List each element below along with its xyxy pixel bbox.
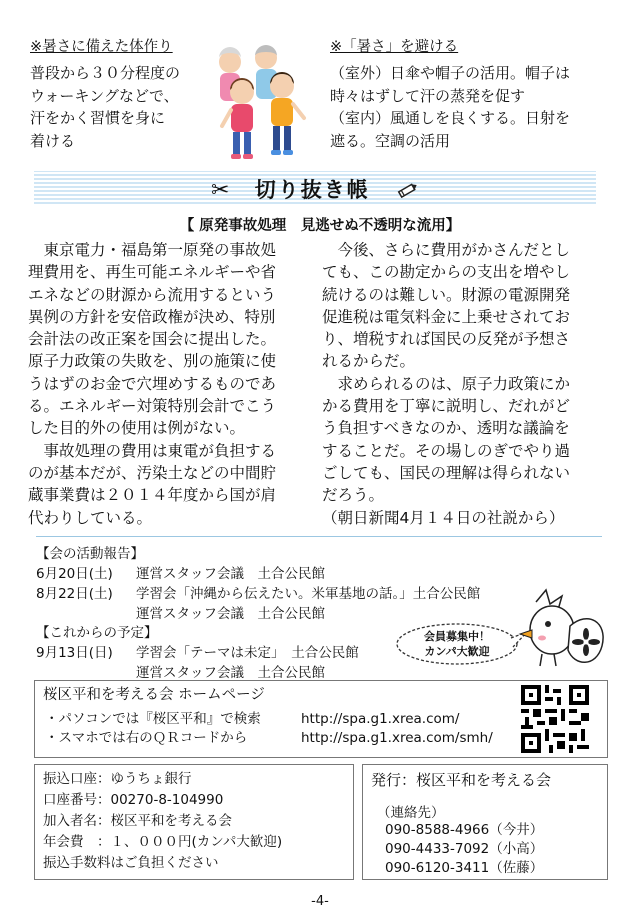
text-line: 今後、さらに費用がかさんだとし: [322, 241, 571, 259]
report-heading: 【会の活動報告】: [36, 546, 144, 562]
contact-item: [385, 859, 543, 878]
text-line: 東京電力・福島第一原発の事故処: [28, 241, 277, 259]
schedule-text: 運営スタッフ会議 土合公民館: [136, 664, 325, 681]
contact-item: [385, 840, 543, 859]
text-line: 原子力政策の失敗を、別の施策に使: [28, 352, 277, 371]
account-line: 振込口座：ゆうちょ銀行: [43, 771, 192, 787]
schedule-date: 9月13日(日): [36, 645, 113, 661]
text-line: ごしても、国民の理解は得られない: [322, 463, 571, 482]
homepage-row: [45, 728, 247, 748]
report-date: 8月22日(土): [36, 585, 113, 602]
schedule-text: 学習会「テーマは未定」 土合公民館: [136, 645, 359, 661]
text-line: 普段から３０分程度の: [30, 64, 181, 82]
text-line: 会計法の改正案を国会に提出した。: [28, 330, 277, 349]
banner-title-row: [34, 174, 596, 204]
text-line: した目的外の使用は例がない。: [28, 419, 246, 438]
text-line: 時々はずして汗の蒸発を促す: [330, 86, 526, 105]
text-line: 促進税は電気料金に上乗せされてお: [322, 307, 571, 326]
publisher-box: [362, 764, 608, 880]
article-column-right: [322, 239, 570, 529]
scissors-icon: ✂: [210, 178, 232, 203]
report-text: 学習会「沖縄から伝えたい。米軍基地の話。」土合公民館: [136, 585, 481, 602]
contact-label: （連絡先）: [377, 805, 445, 821]
page-number: -4-: [311, 894, 329, 909]
article-title: 【 原発事故処理 見逃せぬ不透明な流用】: [179, 218, 461, 234]
text-line: することだ。その場しのぎでやり過: [322, 441, 571, 460]
text-line: だろう。: [322, 486, 385, 505]
section-divider: [36, 536, 602, 537]
homepage-row-label: ・パソコンでは『桜区平和』で検索: [45, 711, 261, 727]
text-line: 求められるのは、原子力政策にか: [322, 374, 571, 393]
text-line: う負担すべきなのか、透明な議論を: [322, 419, 570, 438]
contact-list: [385, 821, 543, 878]
banner-title: 切り抜き帳: [254, 178, 370, 202]
report-text: 運営スタッフ会議 土合公民館: [136, 566, 325, 582]
text-line: 蔵事業費は２０１４年度から国が肩: [28, 486, 277, 505]
contact-name: （今井）: [489, 822, 544, 838]
qr-code-icon[interactable]: [521, 685, 589, 753]
account-box: [34, 764, 354, 880]
account-line: 口座番号：00270-8-104990: [43, 792, 224, 808]
clipping-banner: [34, 171, 596, 204]
text-line: 理費用を、再生可能エネルギーや省: [28, 263, 277, 282]
text-line: （室外）日傘や帽子の活用。帽子は: [330, 64, 571, 82]
homepage-title: 桜区平和を考える会 ホームページ: [43, 687, 265, 703]
homepage-url-smartphone[interactable]: http://spa.g1.xrea.com/smh/: [301, 730, 493, 746]
pencil-icon: [397, 179, 419, 203]
schedule-heading: 【これからの予定】: [36, 625, 158, 641]
text-line: 汗をかく習慣を身に: [30, 109, 166, 127]
contact-phone: 090-4433-7092: [385, 841, 490, 857]
text-line: （室内）風通しを良くする。日射を: [330, 109, 571, 127]
text-line: る。エネルギー対策特別会計でこう: [28, 397, 277, 416]
text-line: 遮る。空調の活用: [330, 131, 451, 150]
homepage-row-label: ・スマホでは右のＱＲコードから: [45, 730, 248, 746]
text-line: り、増税すれば国民の反発が予想さ: [322, 330, 571, 349]
account-line: 振込手数料はご負担ください: [43, 855, 219, 871]
text-line: 着ける: [30, 131, 76, 150]
article-source: （朝日新聞4月１４日の社説から）: [322, 508, 565, 527]
contact-name: （小高）: [489, 841, 544, 857]
avoid-heat-heading: ※「暑さ」を避ける: [330, 39, 459, 55]
heat-prep-text: [30, 62, 180, 152]
text-line: 異例の方針を安倍政権が決め、特別: [28, 307, 276, 326]
recruit-bubble-text: [397, 629, 517, 659]
text-line: 事故処理の費用は東電が負担する: [28, 441, 277, 460]
text-line: エネなどの財源から流用するという: [28, 285, 277, 304]
list-item: [36, 565, 606, 585]
homepage-box: [34, 680, 608, 758]
bubble-line: カンパ大歓迎: [424, 645, 490, 658]
heat-prep-heading: ※暑さに備えた体作り: [30, 39, 173, 55]
account-line: 加入者名：桜区平和を考える会: [43, 813, 232, 829]
text-line: かる費用を丁寧に説明し、だれがど: [322, 397, 571, 416]
walking-people-illustration: [200, 40, 312, 168]
text-line: 代わりしている。: [28, 508, 153, 527]
text-line: のが基本だが、汚染土などの中間貯: [28, 463, 277, 482]
contact-phone: 090-8588-4966: [385, 822, 490, 838]
text-line: うはずのお金で穴埋めするものであ: [28, 374, 277, 393]
report-date: 6月20日(土): [36, 566, 113, 582]
article-column-left: [28, 239, 276, 529]
text-line: れるからだ。: [322, 352, 416, 371]
text-line: ウォーキングなどで、: [30, 86, 179, 105]
contact-phone: 090-6120-3411: [385, 860, 490, 876]
avoid-heat-text: [330, 62, 570, 152]
text-line: ても、この勘定からの支出を増やし: [322, 263, 571, 282]
homepage-row: [45, 709, 261, 729]
contact-item: [385, 821, 543, 840]
account-info: [43, 769, 282, 874]
homepage-url-pc[interactable]: http://spa.g1.xrea.com/: [301, 711, 460, 727]
bubble-line: 会員募集中！: [424, 630, 490, 643]
contact-name: （佐藤）: [489, 860, 544, 876]
bird-mascot-illustration: [518, 586, 610, 678]
report-text: 運営スタッフ会議 土合公民館: [136, 605, 325, 622]
text-line: 続けるのは難しい。財源の電源開発: [322, 285, 571, 304]
publisher-title: 発行：桜区平和を考える会: [371, 771, 552, 789]
account-line: 年会費 ：１、０００円(カンパ大歓迎): [43, 834, 283, 850]
